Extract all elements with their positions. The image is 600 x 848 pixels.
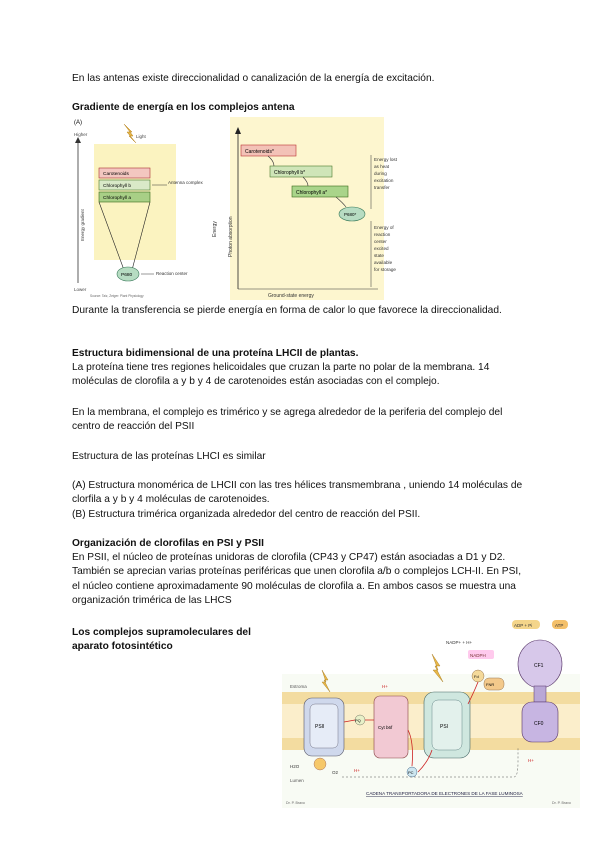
energy-gradient-axis-label: Energy gradient xyxy=(80,209,85,241)
oxygen-label: O2 xyxy=(332,770,339,775)
chlorophylls-heading: Organización de clorofilas en PSI y PSII xyxy=(72,538,264,549)
nadp-label: NADP+ + H+ xyxy=(446,640,473,645)
lhcii-heading: Estructura bidimensional de una proteína LHCII de plantas. xyxy=(72,348,359,359)
nadph-label: NADPH xyxy=(470,653,486,658)
pq-label: PQ xyxy=(355,718,361,723)
pc-label: PC xyxy=(408,770,414,775)
gradient-heading: Gradiente de energía en los complejos antena xyxy=(72,102,295,113)
photon-absorption-svg xyxy=(208,117,397,300)
higher-label: Higher xyxy=(74,132,88,137)
carotenoids-star-label: Carotenoids* xyxy=(245,149,274,155)
p680-label: P680 xyxy=(121,273,133,278)
figure-credit: Source: Taiz, Zeiger: Plant Physiology xyxy=(90,294,144,298)
figure-footer-title: CADENA TRANSPORTADORA DE ELECTRONES DE LA FASE LUMINOSA xyxy=(366,791,523,796)
atp-stalk xyxy=(534,686,546,702)
water-label: H2O xyxy=(290,764,300,769)
reaction-center-label: Reaction center xyxy=(156,271,188,276)
supramolecular-svg xyxy=(282,612,580,808)
chlorophyll-b-star-label: Chlorophyll b* xyxy=(274,170,306,176)
adp-label: ADP + Pi xyxy=(514,623,533,628)
fnr-label: FNR xyxy=(486,682,495,687)
light-label: Light xyxy=(136,134,146,139)
author-left: Dr. P. Bravo xyxy=(286,801,305,805)
energy-stored-text: Energy of reaction center excited state available for storage xyxy=(374,225,396,272)
lumen-label: Lumen xyxy=(290,778,304,783)
lhcii-paragraph-1: La proteína tiene tres regiones helicoidales que cruzan la parte no polar de la membrana. 14 moléculas de clorofila a y b y 4 de carotenoides están asociadas con el complejo. xyxy=(72,362,490,388)
chlorophyll-a-label: Chlorophyll a xyxy=(103,196,131,201)
photon-axis-label: Photon absorption xyxy=(228,216,234,257)
oec-node xyxy=(314,758,326,770)
psi-label: PSI xyxy=(440,724,449,730)
author-right: Dr. P. Bravo xyxy=(552,801,571,805)
lhcii-paragraph-2: En la membrana, el complejo es trimérico y se agrega alrededor de la periferia del complejo del centro de reacción del PSII xyxy=(72,407,503,433)
lhcii-paragraph-4a: (A) Estructura monomérica de LHCII con las tres hélices transmembrana , uniendo 14 moléculas de clorfila a y b y 4 moléculas de carotenoides. xyxy=(72,480,523,506)
diagram-background xyxy=(230,117,384,300)
fd-label: Fd xyxy=(474,674,479,679)
carotenoids-label: Carotenoids xyxy=(103,172,129,177)
supramolecular-figure xyxy=(282,612,580,808)
panel-label: (A) xyxy=(74,120,82,126)
stroma-label: Estroma xyxy=(290,684,307,689)
axis-arrow-icon xyxy=(75,137,81,143)
antenna-label: Antenna complex xyxy=(168,180,203,185)
h-plus-lumen-1: H+ xyxy=(354,768,360,773)
cytb6f-label: Cyt b6f xyxy=(378,725,393,730)
atp-label: ATP xyxy=(555,623,564,628)
energy-gradient-svg xyxy=(72,116,227,301)
intro-text: En las antenas existe direccionalidad o canalización de la energía de excitación. xyxy=(72,73,435,84)
chlorophyll-b-label: Chlorophyll b xyxy=(103,184,131,189)
h-plus-stroma-1: H+ xyxy=(382,684,388,689)
chlorophylls-body: En PSII, el núcleo de proteínas unidoras de clorofila (CP43 y CP47) están asociadas a D1 y D2. También se aprecian varias proteínas periféricas que unen clorofila a/b o complejos LCH-II. En PSI, el núcleo contiene aproximadamente 90 moléculas de clorofila a. En ambos casos se muestra una organización trimérica de las LHCS xyxy=(72,552,522,607)
chlorophyll-a-star-label: Chlorophyll a* xyxy=(296,190,328,196)
lightning-icon xyxy=(124,124,136,143)
energy-lost-text: Energy lost as heat during excitation transfer xyxy=(374,157,397,190)
energy-gradient-figure xyxy=(72,116,227,301)
p680-star-label: P680* xyxy=(344,212,357,217)
cf0-label: CF0 xyxy=(534,721,544,727)
ground-state-label: Ground-state energy xyxy=(268,293,314,299)
lhcii-paragraph-4b: (B) Estructura trimérica organizada alrededor del centro de reacción del PSII. xyxy=(72,509,421,520)
cf1-label: CF1 xyxy=(534,663,544,669)
psii-label: PSII xyxy=(315,724,325,730)
h-plus-lumen-2: H+ xyxy=(528,758,534,763)
gradient-caption: Durante la transferencia se pierde energía en forma de calor lo que favorece la direccionalidad. xyxy=(72,305,502,316)
lhcii-paragraph-3: Estructura de las proteínas LHCI es similar xyxy=(72,451,266,462)
lower-label: Lower xyxy=(74,287,87,292)
photon-absorption-figure xyxy=(208,117,397,300)
supra-heading: Los complejos supramoleculares del aparato fotosintético xyxy=(72,627,251,653)
energy-axis-label: Energy xyxy=(212,221,218,237)
